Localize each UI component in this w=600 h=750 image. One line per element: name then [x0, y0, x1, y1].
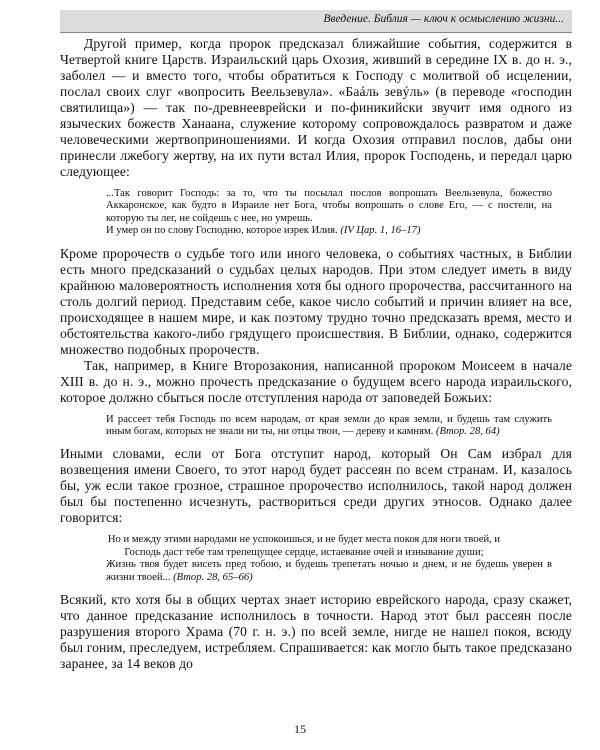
- running-title: Введение. Библия — ключ к осмыслению жизни...: [323, 13, 564, 25]
- quote-3-text: Но и между этими народами не успокоишься, и не будет места покоя для ноги твоей, и Господь даст тебе там трепещущее сердце, истаевание очей и изнывание души;: [107, 534, 501, 558]
- paragraph-2: Кроме пророчеств о судьбе того или иного человека, о событиях частных, в Библии есть много предсказаний о судьбах целых народов. При этом следует иметь в виду крайнюю маловероятность исполнения хотя бы одного пророчества, рассчитанного на столь долгий период. Представим себе, какое число событий и причин влияет на все, происходящее в нашем мире, и как поэтому трудно точно предсказать время, место и обстоятельства какого-либо грядущего происшествия. В Библии, однако, содержится множество подобных пророчеств.: [60, 245, 572, 357]
- quote-2-citation: (Втор. 28, 64): [435, 426, 500, 438]
- quote-1-citation: (IV Цар. 1, 16–17): [340, 225, 421, 237]
- quote-3: [106, 534, 572, 584]
- paragraph-4: Иными словами, если от Бога отступит народ, который Он Сам избрал для возвещения имени Своего, то этот народ будет рассеян по всем странам. И, казалось бы, уж если такое грозное, страшное пророчество исполнилось, такой народ должен был бы постепенно исчезнуть, раствориться среди других этносов. Однако далее говорится:: [60, 446, 572, 526]
- quote-2: [106, 414, 572, 439]
- quote-2-row: [106, 414, 552, 439]
- quote-1: [106, 188, 572, 238]
- page-number: 15: [294, 722, 306, 736]
- quote-1-text: ...Так говорит Господь: за то, что ты посылал послов вопрошать Веельзевула, божество Аккаронское, как будто в Израиле нет Бога, чтобы вопрошать о слове Его, — с постели, на которую ты лег, не сойдешь с нее, но умрешь.: [106, 188, 552, 224]
- quote-1-line2: И умер он по слову Господню, которое изрек Илия.: [106, 225, 338, 237]
- quote-3-line2: Жизнь твоя будет висеть пред тобою, и будешь трепетать ночью и днем, и не будешь уверен в жизни твоей...: [106, 559, 552, 583]
- paragraph-3: Так, например, в Книге Второзакония, написанной пророком Моисеем в начале XIII в. до н. э., можно прочесть предсказание о будущем всего народа израильского, которое должно сбыться после отступления народа от заповедей Божьих:: [60, 357, 572, 405]
- quote-3-line2-row: [106, 559, 552, 584]
- running-header: [60, 10, 572, 33]
- quote-1-line2-row: [106, 225, 552, 237]
- quote-3-citation: (Втор. 28, 65–66): [173, 571, 253, 583]
- paragraph-5: Всякий, кто хотя бы в общих чертах знает историю еврейского народа, сразу скажет, что данное предсказание исполнилось в точности. Народ этот был рассеян после разрушения второго Храма (70 г. н. э.) по всей земле, нигде не нашел покоя, всюду был гоним, преследуем, истребляем. Спрашивается: как могло быть такое предсказано заранее, за 14 веков до: [60, 592, 572, 672]
- page-body: [60, 36, 572, 672]
- quote-2-text: И рассеет тебя Господь по всем народам, от края земли до края земли, и будешь там служить иным богам, которых не знали ни ты, ни отцы твои, — дереву и камням.: [106, 413, 552, 438]
- paragraph-1: Другой пример, когда пророк предсказал ближайшие события, содержится в Четвертой книге Царств. Израильский царь Охозия, живший в середине IX в. до н. э., заболел — и вместо того, чтобы обратиться к Господу с молитвой об исцелении, послал своих слуг «вопросить Веельзевула». «Баáль зевýль» (в переводе «господин святилища») — так по-древнееврейски и по-финикийски звучит имя одного из языческих божеств Ханаана, служение которому сопровождалось развратом и даже человеческими жертвоприношениями. И когда Охозия отправил послов, дабы они принесли лжебогу жертву, на их пути встал Илия, пророк Господень, и передал царю следующее:: [60, 36, 572, 179]
